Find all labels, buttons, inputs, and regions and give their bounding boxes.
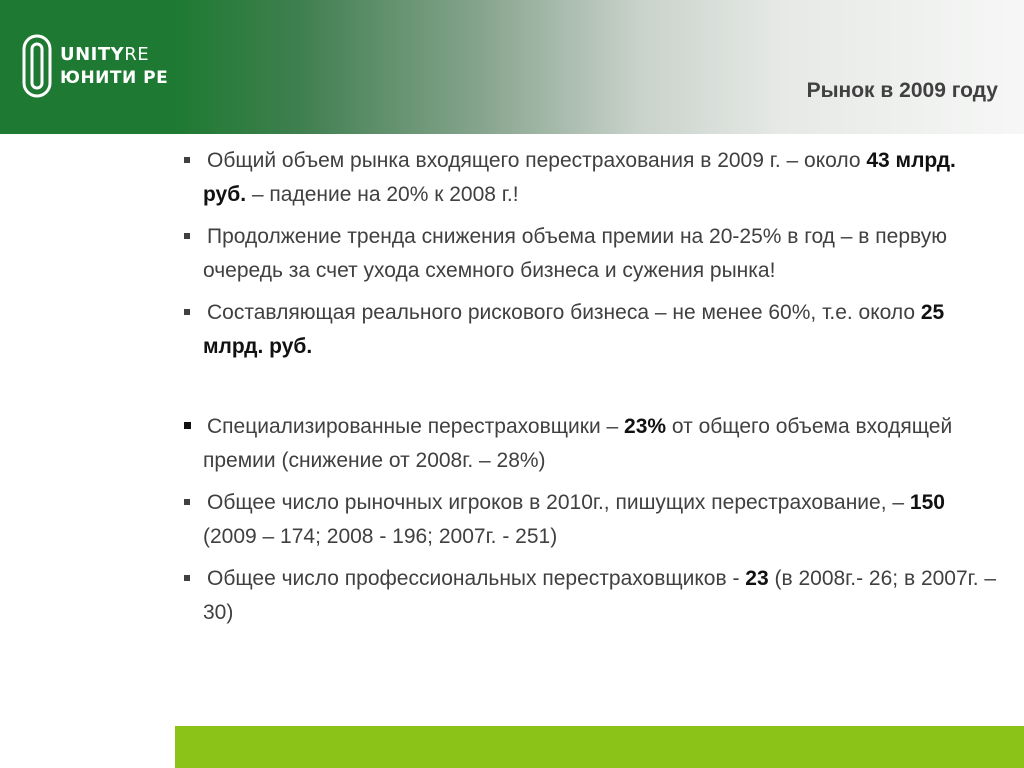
unity-re-logo-mark-icon — [22, 34, 52, 98]
bullet-text — [203, 149, 956, 206]
bullet-text — [203, 301, 944, 358]
bullet-item — [183, 144, 1003, 212]
bullet-highlight: 23 — [745, 567, 769, 590]
bullet-text — [203, 567, 996, 624]
logo — [0, 0, 175, 134]
bullet-highlight: 25 млрд. руб. — [203, 301, 945, 358]
footer-band — [175, 726, 1024, 768]
bullet-text-end: от общего объема входящей премии (снижение от 2008г. – 28%) — [203, 415, 953, 472]
square-bullet-icon — [184, 575, 190, 581]
bullet-text — [203, 491, 945, 548]
bullet-text-start: Общее число профессиональных перестраховщиков - — [207, 567, 746, 590]
logo-text-re: RE — [124, 44, 150, 65]
bullet-item — [183, 410, 1003, 478]
bullet-item — [183, 296, 1003, 364]
bullet-text-start: Общее число рыночных игроков в 2010г., пишущих перестрахование, – — [207, 491, 910, 514]
bullet-item — [183, 220, 1003, 288]
bullet-highlight: 23% — [624, 415, 667, 438]
square-bullet-icon — [184, 233, 190, 239]
bullet-item — [183, 486, 1003, 554]
bullet-highlight: 150 — [909, 491, 945, 514]
bullet-highlight: 43 млрд. руб. — [203, 149, 956, 206]
bullet-text-start: Специализированные перестраховщики – — [207, 415, 625, 438]
bullet-text-start: Продолжение тренда снижения объема премии на 20-25% в год – в первую очередь за счет ухода схемного бизнеса и сужения рынка! — [203, 225, 947, 282]
logo-text-latin — [60, 44, 149, 65]
bullet-list — [183, 144, 1003, 638]
bullet-text — [203, 415, 952, 472]
bullet-text-start: Составляющая реального рискового бизнеса – не менее 60%, т.е. около — [207, 301, 921, 324]
bullet-text — [203, 225, 947, 282]
bullet-text-start: Общий объем рынка входящего перестрахования в 2009 г. – около — [207, 149, 867, 172]
square-bullet-icon — [184, 499, 190, 505]
slide-title: Рынок в 2009 году — [806, 79, 998, 102]
bullet-text-end: (в 2008г.- 26; в 2007г. – 30) — [203, 567, 997, 624]
square-bullet-icon — [184, 422, 191, 429]
square-bullet-icon — [184, 309, 190, 315]
logo-text-cyrillic: ЮНИТИ РЕ — [60, 68, 169, 88]
logo-text-unity: UNITY — [60, 44, 125, 65]
square-bullet-icon — [184, 157, 190, 163]
bullet-text-end: (2009 – 174; 2008 - 196; 2007г. - 251) — [203, 525, 558, 548]
bullet-text-end: – падение на 20% к 2008 г.! — [246, 183, 519, 206]
bullet-item — [183, 562, 1003, 630]
